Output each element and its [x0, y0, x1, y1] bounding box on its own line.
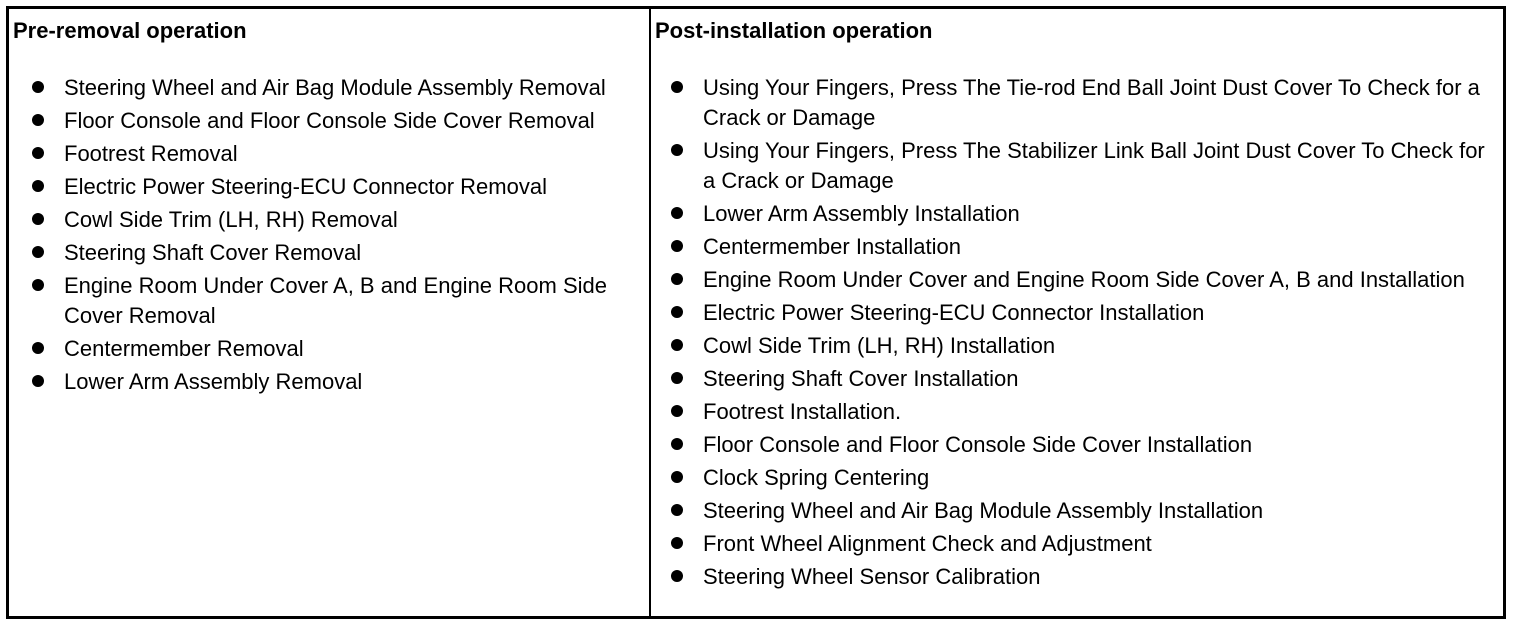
bullet-icon [32, 180, 44, 192]
bullet-icon [32, 375, 44, 387]
list-item-text: Footrest Installation. [703, 399, 902, 424]
list-item-text: Centermember Installation [703, 234, 962, 259]
list-item-text: Centermember Removal [64, 336, 304, 361]
list-item-text: Lower Arm Assembly Installation [703, 201, 1020, 226]
list-item [32, 238, 649, 268]
list-item [32, 334, 649, 364]
list-item-text: Using Your Fingers, Press The Tie-rod End Ball Joint Dust Cover To Check for a Crack or Damage [703, 75, 1480, 130]
operations-table [6, 6, 1506, 619]
list-item [671, 232, 1503, 262]
list-item [671, 430, 1503, 460]
list-item [32, 139, 649, 169]
list-item [671, 529, 1503, 559]
bullet-icon [671, 144, 683, 156]
bullet-icon [671, 273, 683, 285]
post-installation-list [651, 73, 1503, 592]
list-item [671, 298, 1503, 328]
bullet-icon [32, 81, 44, 93]
list-item [671, 331, 1503, 361]
list-item-text: Cowl Side Trim (LH, RH) Removal [64, 207, 398, 232]
list-item-text: Cowl Side Trim (LH, RH) Installation [703, 333, 1056, 358]
list-item [671, 199, 1503, 229]
list-item-text: Floor Console and Floor Console Side Cover Installation [703, 432, 1253, 457]
list-item [671, 136, 1503, 196]
list-item-text: Electric Power Steering-ECU Connector Installation [703, 300, 1205, 325]
bullet-icon [671, 81, 683, 93]
bullet-icon [32, 342, 44, 354]
list-item-text: Using Your Fingers, Press The Stabilizer Link Ball Joint Dust Cover To Check for a Crack or Damage [703, 138, 1485, 193]
bullet-icon [32, 213, 44, 225]
list-item [671, 73, 1503, 133]
bullet-icon [671, 240, 683, 252]
list-item-text: Steering Shaft Cover Removal [64, 240, 362, 265]
bullet-icon [32, 279, 44, 291]
bullet-icon [671, 405, 683, 417]
pre-removal-list [9, 73, 649, 397]
bullet-icon [32, 147, 44, 159]
list-item [671, 562, 1503, 592]
post-installation-column [651, 9, 1503, 616]
list-item [32, 205, 649, 235]
bullet-icon [671, 570, 683, 582]
bullet-icon [671, 339, 683, 351]
bullet-icon [671, 306, 683, 318]
bullet-icon [671, 471, 683, 483]
list-item-text: Steering Wheel Sensor Calibration [703, 564, 1041, 589]
list-item [671, 496, 1503, 526]
pre-removal-header: Pre-removal operation [13, 18, 247, 43]
list-item [671, 364, 1503, 394]
list-item-text: Floor Console and Floor Console Side Cover Removal [64, 108, 595, 133]
list-item-text: Clock Spring Centering [703, 465, 930, 490]
list-item [32, 271, 649, 331]
list-item-text: Lower Arm Assembly Removal [64, 369, 363, 394]
bullet-icon [671, 207, 683, 219]
pre-removal-column [9, 9, 651, 616]
post-installation-header: Post-installation operation [655, 18, 933, 43]
list-item [32, 172, 649, 202]
list-item [671, 397, 1503, 427]
list-item [32, 367, 649, 397]
bullet-icon [671, 438, 683, 450]
list-item-text: Electric Power Steering-ECU Connector Removal [64, 174, 547, 199]
list-item-text: Steering Wheel and Air Bag Module Assembly Removal [64, 75, 606, 100]
list-item [32, 73, 649, 103]
list-item-text: Front Wheel Alignment Check and Adjustment [703, 531, 1152, 556]
list-item [32, 106, 649, 136]
bullet-icon [671, 537, 683, 549]
list-item-text: Footrest Removal [64, 141, 238, 166]
list-item-text: Engine Room Under Cover and Engine Room Side Cover A, B and Installation [703, 267, 1465, 292]
bullet-icon [671, 372, 683, 384]
list-item [671, 463, 1503, 493]
list-item-text: Engine Room Under Cover A, B and Engine Room Side Cover Removal [64, 273, 607, 328]
bullet-icon [32, 246, 44, 258]
list-item-text: Steering Shaft Cover Installation [703, 366, 1019, 391]
list-item [671, 265, 1503, 295]
bullet-icon [671, 504, 683, 516]
bullet-icon [32, 114, 44, 126]
list-item-text: Steering Wheel and Air Bag Module Assembly Installation [703, 498, 1264, 523]
